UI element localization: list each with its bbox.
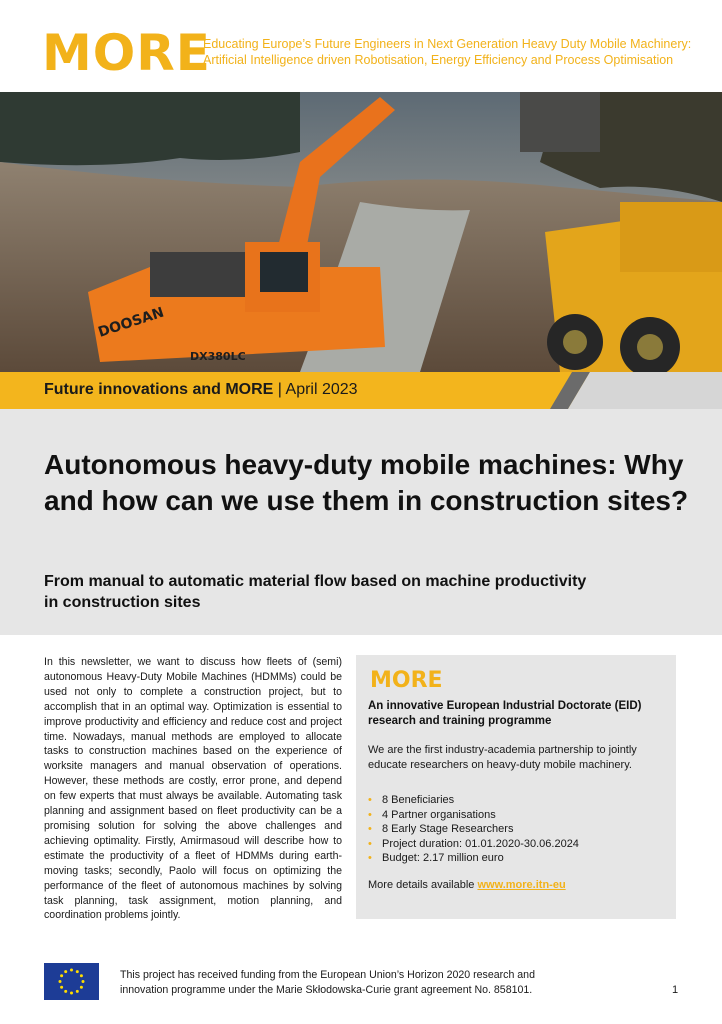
article-title: Autonomous heavy-duty mobile machines: Why and how can we use them in construction sites?	[44, 449, 689, 516]
info-facts-list	[368, 793, 579, 866]
article-subtitle: From manual to automatic material flow based on machine productivity in construction sites	[44, 573, 587, 611]
list-item: • 8 Early Stage Researchers	[368, 822, 579, 837]
hero-image	[0, 92, 722, 372]
excavator-brand: DOOSAN	[96, 304, 166, 341]
funding-line-2: innovation programme under the Marie Skłodowska-Curie grant agreement No. 858101.	[120, 983, 533, 996]
more-details-label: More details available	[368, 879, 478, 891]
excavator-model: DX380LC	[190, 350, 246, 363]
info-more-logo: MORE	[370, 668, 443, 693]
construction-site-illustration	[0, 92, 722, 372]
list-item: • 8 Beneficiaries	[368, 793, 579, 808]
more-details-link[interactable]: www.more.itn-eu	[477, 879, 566, 891]
funding-statement	[120, 968, 600, 997]
issue-label	[44, 381, 358, 399]
article-body: In this newsletter, we want to discuss how fleets of (semi) autonomous Heavy-Duty Mobile Machines (HDMMs) could be used not only to complete a construction project, but to accomplish that in an optimal way. Optimization is essential to improve productivity and efficiency and reduce cost and project time. Nowadays, manual methods are employed to allocate tasks to construction machines based on the experience of worksite managers and manual observation of operations. However, these methods are costly, error prone, and depend on few experts that must always be available. Automating task planning and assignment based on fleet productivity can be a promising solution for solving the above challenges and achieving optimality. Firstly, Amirmasoud will describe how to estimate the productivity of a fleet of HDMMs during earth-moving tasks; secondly, Paolo will focus on optimizing the performance of the fleet of autonomous machines by solving task planning, task assignment, motion planning, and coordination problems jointly.	[44, 656, 342, 922]
info-heading: An innovative European Industrial Doctorate (EID) research and training programme	[368, 700, 642, 727]
info-more-details	[368, 879, 566, 891]
tagline-line-1: Educating Europe’s Future Engineers in Next Generation Heavy Duty Mobile Machinery:	[203, 37, 692, 51]
issue-separator: |	[273, 381, 286, 398]
page-number: 1	[672, 984, 679, 996]
tagline-line-2: Artificial Intelligence driven Robotisation, Energy Efficiency and Process Optimisation	[203, 52, 674, 67]
funding-line-1: This project has received funding from the European Union’s Horizon 2020 research and	[120, 969, 535, 981]
list-item: • Project duration: 01.01.2020-30.06.2024	[368, 837, 579, 852]
issue-series: Future innovations and MORE	[44, 381, 274, 398]
list-item: • Budget: 2.17 million euro	[368, 851, 579, 866]
eu-flag-icon	[44, 963, 99, 1000]
list-item: • 4 Partner organisations	[368, 808, 579, 823]
issue-date: April 2023	[285, 381, 358, 398]
band-stripe-decoration	[545, 372, 722, 409]
programme-info-box	[356, 655, 676, 919]
more-logo: MORE	[42, 24, 211, 82]
info-intro: We are the first industry-academia partnership to jointly educate researchers on heavy-duty mobile machinery.	[368, 744, 637, 771]
header-tagline	[203, 37, 703, 68]
